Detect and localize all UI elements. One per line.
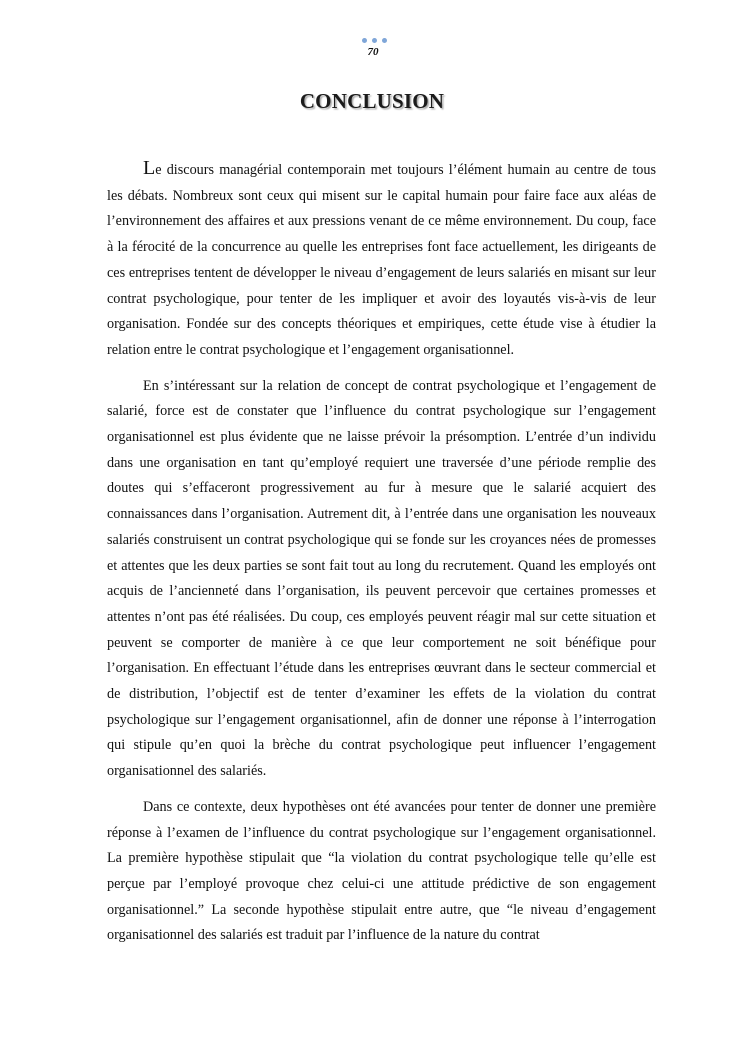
paragraph-1 (107, 158, 656, 364)
ornament-dot (372, 38, 377, 43)
paragraph-3: Dans ce contexte, deux hypothèses ont été avancées pour tenter de donner une première réponse à l’examen de l’influence du contrat psychologique sur l’engagement organisationnel. La première hypothèse stipulait que “la violation du contrat psychologique telle qu’elle est perçue par l’employé provoque chez celui-ci une attitude prédictive de son engagement organisationnel.” La seconde hypothèse stipulait entre autre, que “le niveau d’engagement organisationnel des salariés est traduit par l’influence de la nature du contrat (107, 798, 656, 944)
header-dots-ornament (4, 38, 744, 45)
ornament-dot (362, 38, 367, 43)
ornament-dot (382, 38, 387, 43)
paragraph-2: En s’intéressant sur la relation de concept de contrat psychologique et l’engagement de salarié, force est de constater que l’influence du contrat psychologique sur l’engagement organisationnel est plus évidente que ne laisse prévoir la présomption. L’entrée d’un individu dans une organisation en tant qu’employé requiert une traversée d’une période remplie des doutes qui s’effaceront progressivement au fur à mesure que le salarié acquiert des connaissances dans l’organisation. Autrement dit, à l’entrée dans une organisation les nouveaux salariés construisent un contrat psychologique qui se fonde sur les croyances nées de promesses et attentes que les deux parties se sont fait tout au long du recrutement. Quand les employés ont acquis de l’ancienneté dans l’organisation, ils peuvent percevoir que certaines promesses et attentes n’ont pas été réalisées. Du coup, ces employés peuvent réagir mal sur cette situation et peuvent se comporter de manière à ce que leur comportement ne soit bénéfique pour l’organisation. En effectuant l’étude dans les entreprises œuvrant dans le secteur commercial et de distribution, l’objectif est de tenter d’examiner les effets de la violation du contrat psychologique sur l’engagement organisationnel, afin de donner une réponse à l’interrogation qui stipule qu’en quoi la brèche du contrat psychologique peut influencer l’engagement organisationnel des salariés. (107, 377, 656, 780)
page-header (0, 38, 744, 58)
paragraph-1-text: e discours managérial contemporain met toujours l’élément humain au centre de tous les débats. Nombreux sont ceux qui misent sur le capital humain pour faire face aux aléas de l’environnement des affaires et aux pressions venant de ce même environnement. Du coup, face à la férocité de la concurrence au quelle les entreprises font face actuellement, les dirigeants de ces entreprises tentent de développer le niveau d’engagement de leurs salariés en misant sur leur contrat psychologique, pour tenter de les impliquer et avoir des loyautés vis-à-vis de leur organisation. Fondée sur des concepts théoriques et empiriques, cette étude vise à étudier la relation entre le contrat psychologique et l’engagement organisationnel. (107, 162, 656, 358)
drop-cap-letter: L (143, 157, 156, 179)
page-title: CONCLUSION (299, 89, 445, 113)
body-text (107, 158, 656, 959)
page-number: 70 (367, 46, 379, 58)
